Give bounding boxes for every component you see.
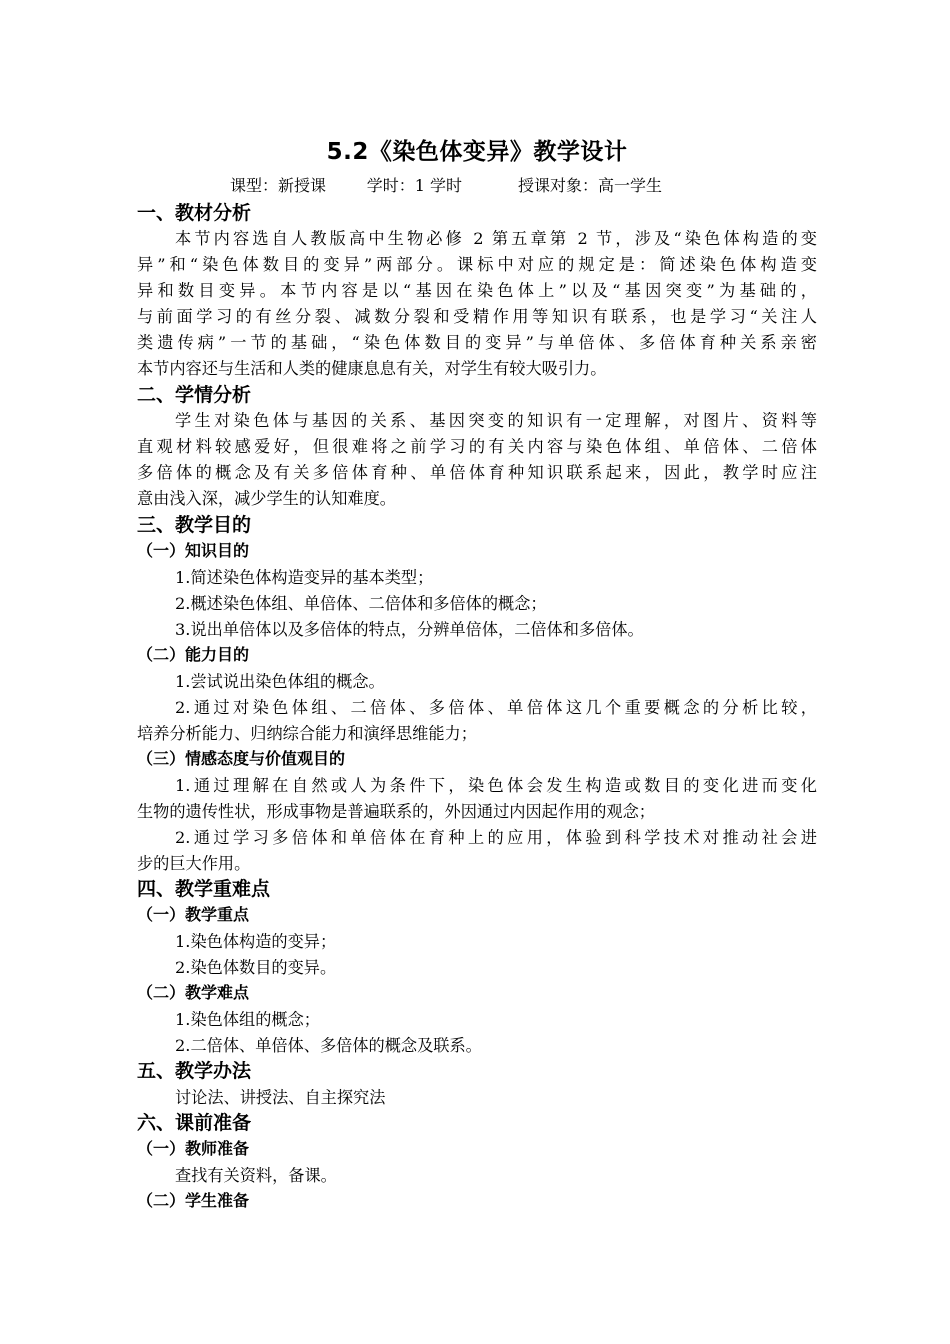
list-item-continuation: 生物的遗传性状，形成事物是普遍联系的，外因通过内因起作用的观念； bbox=[137, 802, 655, 821]
section-heading-preparation: 六、课前准备 bbox=[137, 1112, 252, 1134]
list-item: 1.简述染色体构造变异的基本类型； bbox=[175, 568, 434, 587]
subheading-knowledge-goals: （一）知识目的 bbox=[137, 541, 250, 560]
textbook-analysis-paragraph bbox=[137, 226, 817, 382]
document-title: 5.2《染色体变异》教学设计 bbox=[326, 139, 628, 165]
section-heading-teaching-goals: 三、教学目的 bbox=[137, 514, 252, 536]
list-item: 1.染色体组的概念； bbox=[175, 1010, 320, 1029]
subheading-difficult-points: （二）教学难点 bbox=[137, 983, 250, 1002]
subheading-key-points: （一）教学重点 bbox=[137, 905, 250, 924]
paragraph-line: 学生对染色体与基因的关系、基因突变的知识有一定理解，对图片、资料等 bbox=[175, 411, 817, 430]
list-item: 2.二倍体、单倍体、多倍体的概念及联系。 bbox=[175, 1036, 482, 1055]
paragraph-line: 本节内容还与生活和人类的健康息息有关，对学生有较大吸引力。 bbox=[137, 359, 607, 378]
list-item-continuation: 步的巨大作用。 bbox=[137, 854, 251, 873]
subheading-ability-goals: （二）能力目的 bbox=[137, 645, 250, 664]
list-item: 2.染色体数目的变异。 bbox=[175, 958, 337, 977]
paragraph-line: 直观材料较感爱好，但很难将之前学习的有关内容与染色体组、单倍体、二倍体 bbox=[137, 437, 817, 456]
section-heading-student-analysis: 二、学情分析 bbox=[137, 384, 252, 406]
paragraph-line: 类遗传病”一节的基础，“染色体数目的变异”与单倍体、多倍体育种关系亲密 bbox=[137, 333, 817, 352]
list-item: 2.通过对染色体组、二倍体、多倍体、单倍体这几个重要概念的分析比较， bbox=[175, 698, 817, 717]
list-item: 2.概述染色体组、单倍体、二倍体和多倍体的概念； bbox=[175, 594, 547, 613]
list-item: 1.尝试说出染色体组的概念。 bbox=[175, 672, 385, 691]
document-page bbox=[137, 132, 817, 1214]
subheading-attitude-goals: （三）情感态度与价值观目的 bbox=[137, 749, 346, 768]
list-item: 1.染色体构造的变异； bbox=[175, 932, 337, 951]
paragraph-line: 与前面学习的有丝分裂、减数分裂和受精作用等知识有联系，也是学习“关注人 bbox=[137, 307, 817, 326]
list-item: 3.说出单倍体以及多倍体的特点，分辨单倍体，二倍体和多倍体。 bbox=[175, 620, 644, 639]
subheading-teacher-preparation: （一）教师准备 bbox=[137, 1139, 250, 1158]
course-type: 课型：新授课 bbox=[230, 176, 327, 195]
course-audience: 授课对象：高一学生 bbox=[517, 176, 662, 195]
paragraph-line: 意由浅入深，减少学生的认知难度。 bbox=[137, 489, 396, 508]
course-meta bbox=[137, 172, 817, 200]
student-analysis-paragraph bbox=[137, 408, 817, 512]
section-heading-key-points: 四、教学重难点 bbox=[137, 878, 271, 900]
list-item: 2.通过学习多倍体和单倍体在育种上的应用，体验到科学技术对推动社会进 bbox=[175, 828, 817, 847]
teacher-preparation-text: 查找有关资料，备课。 bbox=[175, 1166, 337, 1185]
list-item-continuation: 培养分析能力、归纳综合能力和演绎思维能力； bbox=[137, 724, 477, 743]
paragraph-line: 异和数目变异。本节内容是以“基因在染色体上”以及“基因突变”为基础的， bbox=[137, 281, 817, 300]
subheading-student-preparation: （二）学生准备 bbox=[137, 1191, 250, 1210]
paragraph-line: 异”和“染色体数目的变异”两部分。课标中对应的规定是：简述染色体构造变 bbox=[137, 255, 817, 274]
section-heading-textbook-analysis: 一、教材分析 bbox=[137, 202, 252, 224]
paragraph-line: 本节内容选自人教版高中生物必修 2 第五章第 2 节，涉及“染色体构造的变 bbox=[175, 229, 817, 248]
course-hours: 学时：1 学时 bbox=[366, 176, 462, 195]
paragraph-line: 多倍体的概念及有关多倍体育种、单倍体育种知识联系起来，因此，教学时应注 bbox=[137, 463, 817, 482]
teaching-methods-text: 讨论法、讲授法、自主探究法 bbox=[175, 1088, 386, 1107]
list-item: 1.通过理解在自然或人为条件下，染色体会发生构造或数目的变化进而变化 bbox=[175, 776, 817, 795]
section-heading-teaching-methods: 五、教学办法 bbox=[137, 1060, 252, 1082]
